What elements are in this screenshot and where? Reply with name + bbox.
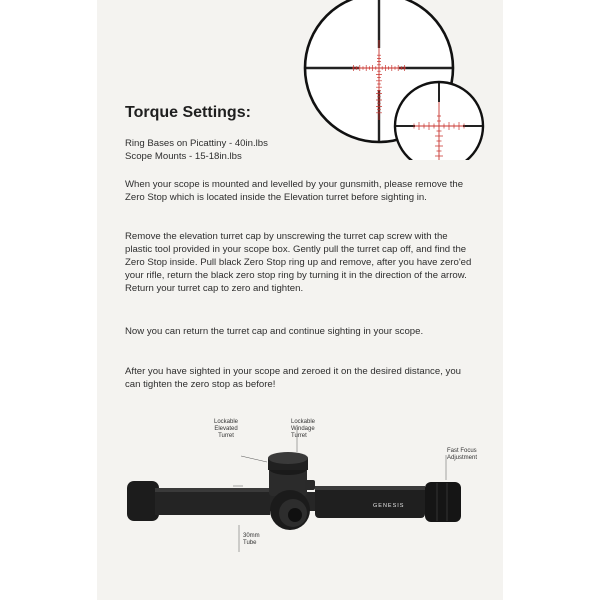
- manual-page: [97, 0, 503, 600]
- paragraph-turret-cap-instructions: Remove the elevation turret cap by unscrewing the turret cap screw with the plastic tool provided in your scope box. Gently pull the turret cap off, and find the Zero Stop inside. Pull black Zero Stop ring up and remove, after you have zero'ed your rifle, return the black zero stop ring by turning it in the direction of the arrow. Return your turret cap to zero and tighten.: [125, 231, 472, 294]
- ring-bases-torque: Ring Bases on Picattiny - 40in.lbs: [125, 138, 268, 149]
- magnified-reticle-circle: [395, 82, 483, 160]
- reticle-illustration: [97, 0, 503, 160]
- brand-logo-text: GENESIS: [373, 503, 405, 509]
- label-fast-focus-adjustment: Fast Focus Adjustment: [447, 448, 478, 461]
- page-title: Torque Settings:: [125, 104, 251, 121]
- windage-turret: [270, 490, 310, 530]
- elevation-turret: [268, 452, 308, 496]
- label-lockable-elevated-turret: Lockable Elevated Turret: [213, 419, 239, 439]
- label-30mm-tube: 30mm Tube: [243, 533, 260, 546]
- label-lockable-windage-turret: Lockable Windage Turret: [291, 419, 316, 439]
- torque-values: [125, 137, 268, 163]
- paragraph-tighten-zero-stop: After you have sighted in your scope and zeroed it on the desired distance, you can tighten the zero stop as before!: [125, 366, 461, 390]
- paragraph-remove-zero-stop: When your scope is mounted and levelled by your gunsmith, please remove the Zero Stop which is located inside the Elevation turret before sighting in.: [125, 179, 464, 203]
- paragraph-continue-sighting: Now you can return the turret cap and continue sighting in your scope.: [125, 326, 424, 337]
- scope-mounts-torque: Scope Mounts - 15-18in.lbs: [125, 151, 242, 162]
